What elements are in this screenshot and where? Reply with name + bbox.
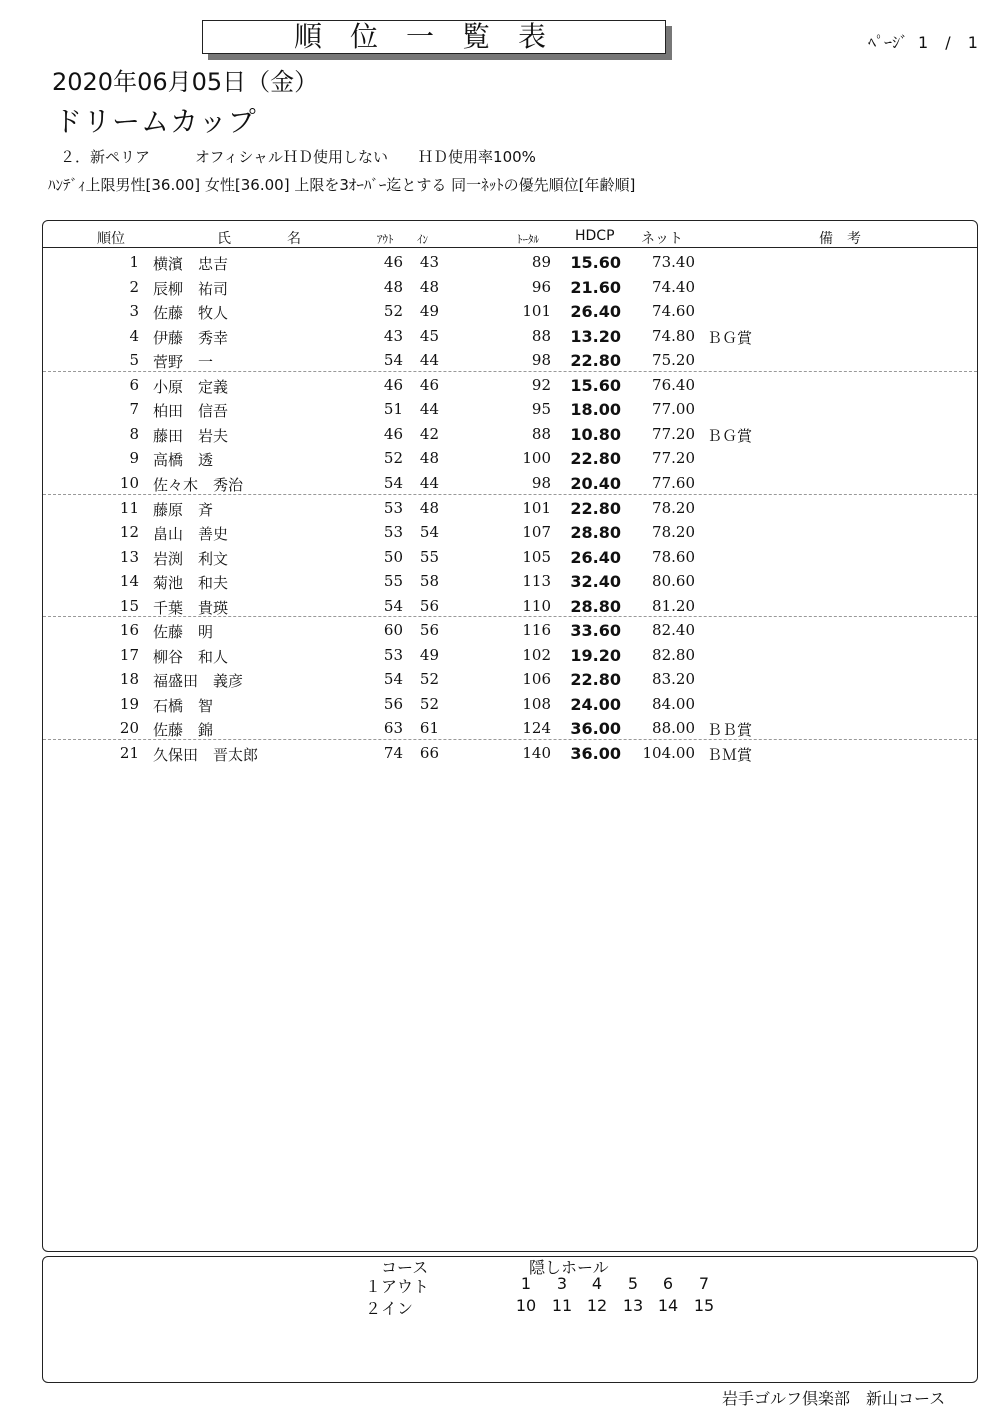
table-row xyxy=(43,372,977,397)
cell-total: 95 xyxy=(531,400,551,419)
hidden-holes-box xyxy=(42,1256,978,1383)
cell-total: 100 xyxy=(522,449,551,468)
cell-out: 63 xyxy=(383,719,403,738)
cell-rank: 15 xyxy=(119,596,139,615)
cell-out: 50 xyxy=(383,547,403,566)
cell-net: 81.20 xyxy=(652,596,695,615)
cell-name: 藤田 岩夫 xyxy=(153,426,229,445)
page-title: 順位一覧表 xyxy=(202,20,666,54)
cell-in: 48 xyxy=(419,498,439,517)
cell-name: 柏田 信吾 xyxy=(153,402,229,421)
cell-name: 千葉 貴瑛 xyxy=(153,598,229,617)
cell-net: 88.00 xyxy=(652,719,695,738)
cell-total: 124 xyxy=(522,719,551,738)
cell-net: 82.40 xyxy=(652,621,695,640)
page-label: ﾍﾟｰｼﾞ xyxy=(868,33,909,52)
hidden-holes-label: 隠しホール xyxy=(529,1258,609,1277)
header-note: 備 考 xyxy=(819,231,861,247)
cell-in: 56 xyxy=(419,621,439,640)
cell-hdcp: 26.40 xyxy=(570,302,621,322)
event-name: ドリームカップ xyxy=(54,105,257,138)
cell-rank: 9 xyxy=(129,449,139,468)
table-row xyxy=(43,274,977,299)
header-name-first: 氏 xyxy=(217,231,231,247)
cell-note: ＢＧ賞 xyxy=(707,328,753,347)
cell-total: 116 xyxy=(522,621,551,640)
course-label: コース xyxy=(381,1258,429,1277)
table-row xyxy=(43,666,977,691)
cell-in: 49 xyxy=(419,645,439,664)
cell-name: 岩渕 利文 xyxy=(153,549,229,568)
cell-hdcp: 22.80 xyxy=(570,351,621,371)
header-rank: 順位 xyxy=(97,231,125,247)
cell-hdcp: 20.40 xyxy=(570,473,621,493)
cell-out: 54 xyxy=(383,596,403,615)
cell-hdcp: 15.60 xyxy=(570,375,621,395)
cell-hdcp: 18.00 xyxy=(570,400,621,420)
table-row xyxy=(43,740,977,765)
cell-name: 久保田 晋太郎 xyxy=(153,746,259,764)
cell-net: 80.60 xyxy=(652,572,695,591)
cell-in: 66 xyxy=(419,744,439,762)
cell-total: 88 xyxy=(531,424,551,443)
table-row xyxy=(43,568,977,593)
cell-hdcp: 28.80 xyxy=(570,596,621,616)
table-row xyxy=(43,691,977,716)
cell-rank: 21 xyxy=(119,744,139,762)
cell-rank: 11 xyxy=(119,498,139,517)
cell-name: 佐藤 錦 xyxy=(153,721,214,740)
cell-in: 52 xyxy=(419,670,439,689)
cell-hdcp: 22.80 xyxy=(570,498,621,518)
cell-in: 61 xyxy=(419,719,439,738)
cell-name: 菊池 和夫 xyxy=(153,574,229,593)
cell-out: 52 xyxy=(383,302,403,321)
page-indicator xyxy=(868,30,984,53)
cell-net: 75.20 xyxy=(652,351,695,370)
cell-out: 74 xyxy=(383,744,403,762)
table-row xyxy=(43,544,977,569)
cell-name: 佐藤 牧人 xyxy=(153,304,229,323)
hidden-hole-number: 11 xyxy=(551,1296,573,1315)
cell-net: 104.00 xyxy=(642,744,695,762)
table-header xyxy=(43,221,977,248)
cell-hdcp: 26.40 xyxy=(570,547,621,567)
cell-total: 98 xyxy=(531,351,551,370)
event-date: 2020年06月05日（金） xyxy=(52,68,319,96)
cell-net: 74.80 xyxy=(652,326,695,345)
cell-out: 46 xyxy=(383,375,403,394)
cell-in: 43 xyxy=(419,253,439,271)
cell-rank: 16 xyxy=(119,621,139,640)
cell-name: 横濱 忠吉 xyxy=(153,255,229,273)
cell-total: 108 xyxy=(522,694,551,713)
cell-out: 43 xyxy=(383,326,403,345)
cell-name: 辰柳 祐司 xyxy=(153,279,229,298)
cell-net: 77.20 xyxy=(652,424,695,443)
cell-note: ＢＧ賞 xyxy=(707,426,753,445)
cell-net: 78.60 xyxy=(652,547,695,566)
cell-rank: 3 xyxy=(129,302,139,321)
cell-total: 89 xyxy=(531,253,551,271)
cell-total: 92 xyxy=(531,375,551,394)
cell-name: 佐々木 秀治 xyxy=(153,475,244,494)
cell-name: 高橋 透 xyxy=(153,451,214,470)
header-total: ﾄｰﾀﾙ xyxy=(517,233,539,246)
cell-rank: 12 xyxy=(119,523,139,542)
hidden-hole-number: 10 xyxy=(515,1296,537,1315)
cell-hdcp: 36.00 xyxy=(570,719,621,739)
header-net: ネット xyxy=(641,231,683,247)
cell-out: 54 xyxy=(383,473,403,492)
cell-rank: 2 xyxy=(129,277,139,296)
cell-out: 54 xyxy=(383,351,403,370)
course-in-name: ２イン xyxy=(365,1299,414,1318)
cell-out: 56 xyxy=(383,694,403,713)
hidden-hole-number: 12 xyxy=(586,1296,608,1315)
table-row xyxy=(43,715,977,740)
cell-in: 44 xyxy=(419,400,439,419)
cell-net: 77.00 xyxy=(652,400,695,419)
hidden-hole-number: 6 xyxy=(662,1274,674,1293)
cell-rank: 14 xyxy=(119,572,139,591)
cell-net: 77.60 xyxy=(652,473,695,492)
table-row xyxy=(43,617,977,642)
conditions-line-2: ﾊﾝﾃﾞｨ上限男性[36.00] 女性[36.00] 上限を3ｵｰﾊﾞｰ迄とする 同一ﾈｯﾄの優先順位[年齢順] xyxy=(48,176,636,194)
cell-total: 113 xyxy=(522,572,551,591)
table-row xyxy=(43,347,977,372)
cell-in: 54 xyxy=(419,523,439,542)
cell-hdcp: 28.80 xyxy=(570,523,621,543)
cell-out: 55 xyxy=(383,572,403,591)
cell-in: 48 xyxy=(419,277,439,296)
cell-out: 53 xyxy=(383,523,403,542)
cell-net: 78.20 xyxy=(652,498,695,517)
hidden-hole-number: 13 xyxy=(622,1296,644,1315)
hidden-hole-number: 5 xyxy=(627,1274,639,1293)
cell-rank: 6 xyxy=(129,375,139,394)
hidden-hole-number: 1 xyxy=(520,1274,532,1293)
cell-net: 74.40 xyxy=(652,277,695,296)
cell-name: 菅野 一 xyxy=(153,353,214,372)
cell-note: ＢＭ賞 xyxy=(707,746,753,764)
cell-rank: 1 xyxy=(129,253,139,271)
cell-in: 42 xyxy=(419,424,439,443)
header-name-last: 名 xyxy=(287,231,301,247)
cell-name: 伊藤 秀幸 xyxy=(153,328,229,347)
hidden-hole-number: 4 xyxy=(591,1274,603,1293)
cell-hdcp: 19.20 xyxy=(570,645,621,665)
cell-rank: 10 xyxy=(119,473,139,492)
cell-hdcp: 36.00 xyxy=(570,744,621,763)
cell-hdcp: 33.60 xyxy=(570,621,621,641)
cell-total: 101 xyxy=(522,302,551,321)
cell-in: 48 xyxy=(419,449,439,468)
cell-net: 84.00 xyxy=(652,694,695,713)
cell-rank: 7 xyxy=(129,400,139,419)
cell-total: 101 xyxy=(522,498,551,517)
page-number: 1 / 1 xyxy=(918,33,984,52)
cell-hdcp: 10.80 xyxy=(570,424,621,444)
table-row xyxy=(43,519,977,544)
cell-net: 76.40 xyxy=(652,375,695,394)
cell-rank: 5 xyxy=(129,351,139,370)
cell-name: 石橋 智 xyxy=(153,696,214,715)
cell-hdcp: 32.40 xyxy=(570,572,621,592)
cell-total: 140 xyxy=(522,744,551,762)
cell-in: 55 xyxy=(419,547,439,566)
cell-net: 82.80 xyxy=(652,645,695,664)
cell-note: ＢＢ賞 xyxy=(707,721,753,740)
cell-net: 73.40 xyxy=(652,253,695,271)
results-table xyxy=(42,220,978,1252)
cell-out: 46 xyxy=(383,253,403,271)
cell-out: 52 xyxy=(383,449,403,468)
cell-name: 佐藤 明 xyxy=(153,623,214,642)
cell-out: 60 xyxy=(383,621,403,640)
cell-in: 49 xyxy=(419,302,439,321)
cell-name: 畠山 善史 xyxy=(153,525,229,544)
conditions-line-1: ２．新ペリア オフィシャルＨＤ使用しない ＨＤ使用率100% xyxy=(60,148,536,166)
cell-total: 88 xyxy=(531,326,551,345)
cell-in: 44 xyxy=(419,473,439,492)
cell-total: 102 xyxy=(522,645,551,664)
table-row xyxy=(43,495,977,520)
cell-total: 96 xyxy=(531,277,551,296)
club-name: 岩手ゴルフ倶楽部 新山コース xyxy=(722,1389,946,1408)
hidden-hole-number: 7 xyxy=(698,1274,710,1293)
header-out: ｱｳﾄ xyxy=(377,233,394,246)
cell-name: 藤原 斉 xyxy=(153,500,214,519)
header-hdcp: HDCP xyxy=(575,228,615,244)
cell-net: 74.60 xyxy=(652,302,695,321)
cell-hdcp: 24.00 xyxy=(570,694,621,714)
cell-total: 110 xyxy=(522,596,551,615)
cell-net: 77.20 xyxy=(652,449,695,468)
cell-in: 44 xyxy=(419,351,439,370)
cell-hdcp: 22.80 xyxy=(570,670,621,690)
cell-total: 107 xyxy=(522,523,551,542)
cell-in: 56 xyxy=(419,596,439,615)
cell-rank: 20 xyxy=(119,719,139,738)
cell-total: 105 xyxy=(522,547,551,566)
table-row xyxy=(43,249,977,274)
cell-out: 51 xyxy=(383,400,403,419)
cell-net: 83.20 xyxy=(652,670,695,689)
cell-out: 54 xyxy=(383,670,403,689)
cell-hdcp: 15.60 xyxy=(570,253,621,272)
cell-rank: 17 xyxy=(119,645,139,664)
cell-hdcp: 13.20 xyxy=(570,326,621,346)
table-row xyxy=(43,445,977,470)
table-row xyxy=(43,396,977,421)
table-row xyxy=(43,593,977,618)
cell-out: 53 xyxy=(383,498,403,517)
cell-out: 53 xyxy=(383,645,403,664)
table-row xyxy=(43,298,977,323)
cell-hdcp: 22.80 xyxy=(570,449,621,469)
cell-in: 45 xyxy=(419,326,439,345)
cell-in: 58 xyxy=(419,572,439,591)
cell-net: 78.20 xyxy=(652,523,695,542)
cell-name: 小原 定義 xyxy=(153,377,229,396)
cell-rank: 18 xyxy=(119,670,139,689)
table-row xyxy=(43,642,977,667)
cell-total: 98 xyxy=(531,473,551,492)
cell-name: 福盛田 義彦 xyxy=(153,672,244,691)
cell-out: 48 xyxy=(383,277,403,296)
course-out-name: １アウト xyxy=(365,1277,430,1296)
cell-name: 柳谷 和人 xyxy=(153,647,229,666)
cell-rank: 4 xyxy=(129,326,139,345)
hidden-hole-number: 15 xyxy=(693,1296,715,1315)
cell-rank: 8 xyxy=(129,424,139,443)
table-row xyxy=(43,470,977,495)
cell-in: 52 xyxy=(419,694,439,713)
cell-out: 46 xyxy=(383,424,403,443)
header-in: ｲﾝ xyxy=(417,233,428,246)
cell-rank: 19 xyxy=(119,694,139,713)
cell-total: 106 xyxy=(522,670,551,689)
cell-hdcp: 21.60 xyxy=(570,277,621,297)
table-row xyxy=(43,323,977,348)
cell-in: 46 xyxy=(419,375,439,394)
table-row xyxy=(43,421,977,446)
cell-rank: 13 xyxy=(119,547,139,566)
hidden-hole-number: 3 xyxy=(556,1274,568,1293)
hidden-hole-number: 14 xyxy=(657,1296,679,1315)
